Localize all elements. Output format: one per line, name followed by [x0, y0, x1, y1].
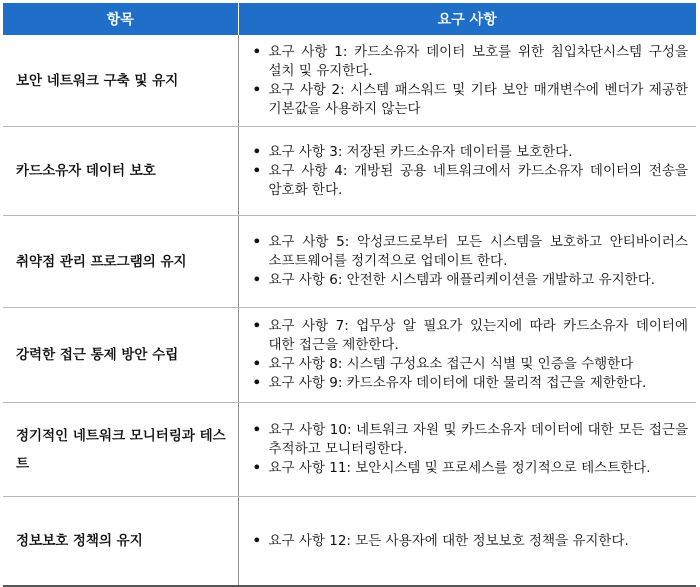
- requirement-text: 요구 사항 6: 안전한 시스템과 애플리케이션을 개발하고 유지한다.: [268, 272, 656, 288]
- requirement-text: 요구 사항 5: 악성코드로부터 모든 시스템을 보호하고 안티바이러스 소프트웨어를 정기적으로 업데이트 한다.: [268, 234, 688, 269]
- bullet-icon: •: [252, 143, 262, 160]
- requirement-item: [239, 459, 689, 478]
- requirements-table-container: [3, 3, 696, 587]
- row-item: 강력한 접근 통제 방안 수립: [3, 308, 238, 403]
- requirement-item: [239, 532, 689, 551]
- table-row: [3, 497, 696, 587]
- row-requirements: [238, 216, 696, 308]
- bullet-icon: •: [252, 375, 262, 391]
- row-requirements: [238, 308, 696, 403]
- requirement-item: [239, 43, 689, 81]
- requirement-item: [239, 421, 689, 459]
- requirement-item: [239, 162, 689, 200]
- requirement-text: 요구 사항 8: 시스템 구성요소 접근시 식별 및 인증을 수행한다: [268, 356, 634, 372]
- requirement-item: [239, 317, 689, 355]
- bullet-icon: •: [252, 272, 262, 288]
- requirement-text: 요구 사항 10: 네트워크 자원 및 카드소유자 데이터에 대한 모든 접근을 추적하고 모니터링한다.: [268, 422, 688, 457]
- row-item: 카드소유자 데이터 보호: [3, 127, 238, 216]
- table-header-row: [3, 3, 696, 35]
- table-row: [3, 308, 696, 403]
- requirement-text: 요구 사항 4: 개방된 공용 네트워크에서 카드소유자 데이터의 전송을 암호화 한다.: [268, 162, 688, 198]
- requirement-item: [239, 355, 689, 374]
- requirement-item: [239, 374, 689, 393]
- bullet-icon: •: [252, 532, 262, 549]
- requirement-item: [239, 233, 689, 271]
- bullet-icon: •: [252, 43, 262, 60]
- row-requirements: [238, 497, 696, 587]
- row-requirements: [238, 403, 696, 497]
- table-row: [3, 403, 696, 497]
- requirement-text: 요구 사항 12: 모든 사용자에 대한 정보보호 정책을 유지한다.: [268, 532, 629, 549]
- requirement-text: 요구 사항 7: 업무상 알 필요가 있는지에 따라 카드소유자 데이터에 대한 접근을 제한한다.: [268, 318, 688, 353]
- requirement-item: [239, 143, 689, 162]
- requirement-text: 요구 사항 1: 카드소유자 데이터 보호를 위한 침입차단시스템 구성을 설치 및 유지한다.: [268, 43, 688, 79]
- requirement-text: 요구 사항 2: 시스템 패스워드 및 기타 보안 매개변수에 벤더가 제공한 기본값을 사용하지 않는다: [268, 81, 688, 117]
- requirement-item: [239, 271, 689, 290]
- row-item: 취약점 관리 프로그램의 유지: [3, 216, 238, 308]
- row-item: 정보보호 정책의 유지: [3, 497, 238, 587]
- row-item: 보안 네트워크 구축 및 유지: [3, 35, 238, 127]
- requirement-text: 요구 사항 11: 보안시스템 및 프로세스를 정기적으로 테스트한다.: [268, 460, 651, 476]
- requirement-text: 요구 사항 3: 저장된 카드소유자 데이터를 보호한다.: [268, 143, 573, 160]
- bullet-icon: •: [252, 234, 262, 250]
- requirement-text: 요구 사항 9: 카드소유자 데이터에 대한 물리적 접근을 제한한다.: [268, 375, 647, 391]
- table-row: [3, 127, 696, 216]
- requirements-table: [3, 3, 696, 587]
- bullet-icon: •: [252, 356, 262, 372]
- row-requirements: [238, 127, 696, 216]
- bullet-icon: •: [252, 422, 262, 438]
- requirement-item: [239, 81, 689, 119]
- row-item: 정기적인 네트워크 모니터링과 테스트: [3, 403, 238, 497]
- bullet-icon: •: [252, 81, 262, 98]
- bullet-icon: •: [252, 162, 262, 179]
- bullet-icon: •: [252, 318, 262, 334]
- table-row: [3, 35, 696, 127]
- header-item: 항목: [3, 3, 238, 35]
- table-row: [3, 216, 696, 308]
- header-requirement: 요구 사항: [238, 3, 696, 35]
- bullet-icon: •: [252, 460, 262, 476]
- row-requirements: [238, 35, 696, 127]
